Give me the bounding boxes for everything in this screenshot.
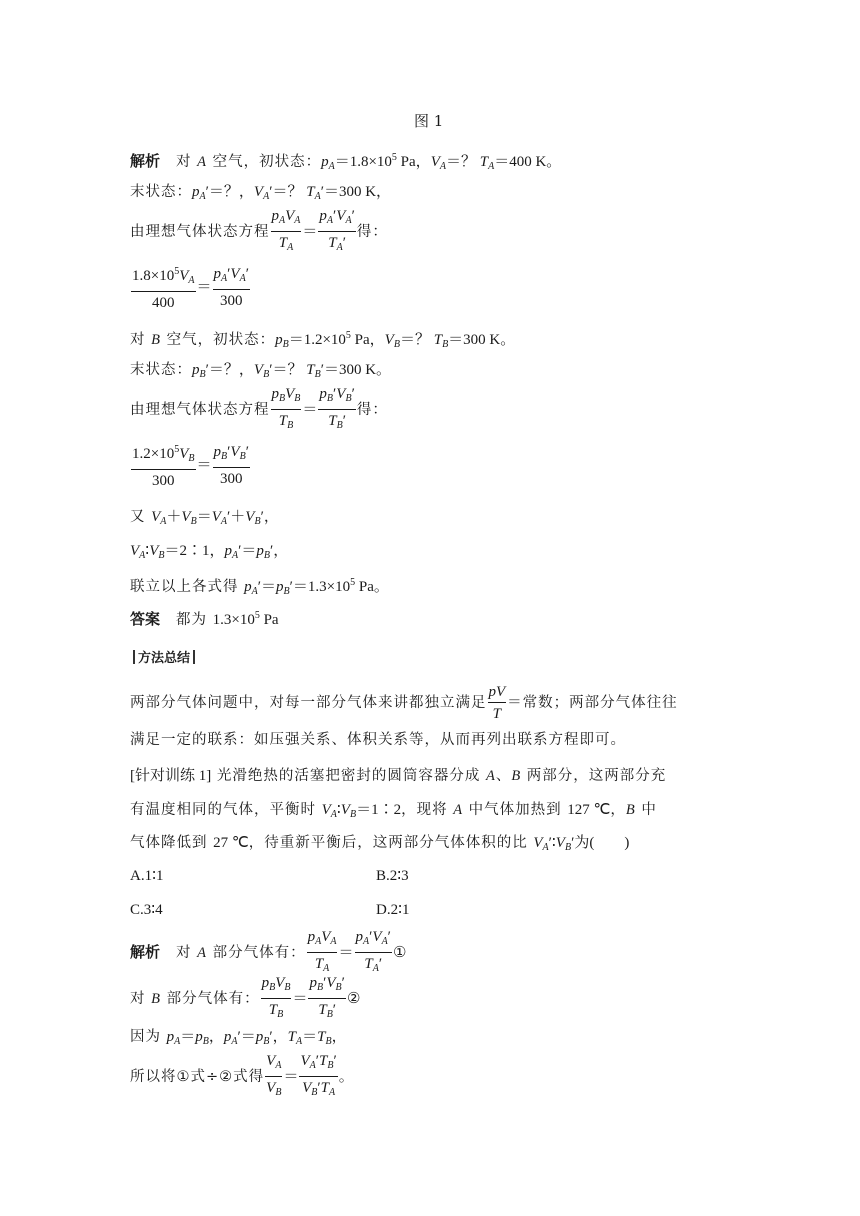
answer-line: 答案 都为 $1.3\times 10^5$ Pa [130, 610, 279, 628]
fraction: $\frac{p_BV_B}{T_B}$ [271, 386, 301, 431]
equation-marker-1: ① [392, 943, 407, 961]
figure-caption [414, 111, 443, 131]
equation-marker-2: ② [346, 989, 361, 1007]
final-state-a: 末状态：$p_A'=$？，$V_A'=$？ $T_A'=300$ K， [130, 184, 392, 202]
fraction: $\frac{pV}{T}$ [488, 684, 506, 722]
final-state-b: 末状态：$p_B'=$？，$V_B'=$？ $T_B'=300$ K。 [130, 362, 392, 380]
also-line: 又 $V_A+V_B=V_A'+V_B'$， [130, 509, 279, 527]
solution2-line-a: 解析 对 A 部分气体有： $\frac{p_AV_A}{T_A}$ ＝ $\frac{p_A'V_A'}{T_A'}$ ① [130, 928, 406, 978]
figure-caption-text: 图 1 [414, 112, 444, 130]
fraction: $\frac{p_BV_B}{T_B}$ [261, 975, 291, 1020]
solution2-label: 解析 [130, 943, 161, 961]
fraction: $\frac{V_A}{V_B}$ [266, 1053, 282, 1098]
solution-label: 解析 [130, 152, 161, 170]
method-summary-line-2: 满足一定的联系：如压强关系、体积关系等，从而再列出联系方程即可。 [130, 732, 626, 748]
so-line: 所以将①式÷②式得 $\frac{V_A}{V_B}$ ＝ $\frac{V_A'T_B'}{V_B'T_A}$ 。 [130, 1052, 354, 1102]
fraction: $\frac{p_A'V_A'}{T_A'}$ [319, 208, 355, 253]
heading-bar-left [133, 650, 135, 664]
fraction: $\frac{p_B'V_B'}{T_B'}$ [319, 386, 355, 431]
fraction: $\frac{p_A'V_A'}{300}$ [213, 266, 249, 309]
fraction: $\frac{p_B'V_B'}{300}$ [213, 444, 249, 487]
fraction: $\frac{1.8\times 10^5V_A}{400}$ [131, 263, 196, 312]
eq-line-b: 由理想气体状态方程 $\frac{p_BV_B}{T_B}$ ＝ $\frac{p_B'V_B'}{T_B'}$ 得： [130, 385, 388, 435]
because-line: 因为 $p_A=p_B$，$p_A'=p_B'$，$T_A=T_B$， [130, 1029, 347, 1047]
option-d: D.2∶1 [376, 902, 410, 918]
exercise-line-1: [针对训练 1] 光滑绝热的活塞把密封的圆筒容器分成 A、B 两部分，这两部分充 [130, 768, 667, 784]
fraction: $\frac{p_A'V_A'}{T_A'}$ [355, 929, 391, 974]
eq-line-a: 由理想气体状态方程 $\frac{p_AV_A}{T_A}$ ＝ $\frac{p_A'V_A'}{T_A'}$ 得： [130, 207, 388, 257]
option-a: A.1∶1 [130, 868, 164, 884]
solution-text: 对 A 空气，初状态： [164, 154, 322, 170]
exercise-label: [针对训练 1] [130, 768, 212, 784]
solution2-line-b: 对 B 部分气体有： $\frac{p_BV_B}{T_B}$ ＝ $\frac{p_B'V_B'}{T_B'}$ ② [130, 974, 360, 1024]
eq-a-numeric: $\frac{1.8\times 10^5V_A}{400}$ ＝ $\frac{p_A'V_A'}{300}$ [130, 263, 251, 312]
ratio-line: $V_A∶V_B=2∶1$，$p_A'=p_B'$， [130, 543, 289, 561]
method-summary-heading: 方法总结 [130, 650, 198, 668]
option-c: C.3∶4 [130, 902, 163, 918]
fraction: $\frac{p_B'V_B'}{T_B'}$ [309, 975, 345, 1020]
combine-line: 联立以上各式得 $p_A'=p_B'=1.3\times 10^5$ Pa。 [130, 577, 389, 597]
method-summary-line-1: 两部分气体问题中，对每一部分气体来讲都独立满足 $\frac{pV}{T}$ ＝常数；两部分气体往往 [130, 684, 678, 722]
option-b: B.2∶3 [376, 868, 409, 884]
fraction: $\frac{p_AV_A}{T_A}$ [307, 929, 337, 974]
eq-b-numeric: $\frac{1.2\times 10^5V_B}{300}$ ＝ $\frac{p_B'V_B'}{300}$ [130, 441, 251, 490]
init-state-b: 对 B 空气，初状态：$p_B=1.2\times 10^5$ Pa，$V_B=$？ $T_B=300$ K。 [130, 330, 516, 350]
solution-line-1 [130, 148, 561, 177]
exercise-line-2: 有温度相同的气体，平衡时 $V_A∶V_B=1∶2$，现将 A 中气体加热到 127 ℃，B 中 [130, 802, 657, 820]
init-state-a: $p_A=1.8\times 10^5$ Pa，$V_A=$？ $T_A=400$ K。 [321, 152, 562, 172]
fraction: $\frac{p_AV_A}{T_A}$ [271, 208, 301, 253]
fraction: $\frac{1.2\times 10^5V_B}{300}$ [131, 441, 196, 490]
answer-label: 答案 [130, 610, 161, 628]
heading-bar-right [193, 650, 195, 664]
fraction: $\frac{V_A'T_B'}{V_B'T_A}$ [300, 1053, 337, 1098]
exercise-line-3: 气体降低到 27 ℃，待重新平衡后，这两部分气体体积的比 $V_A'∶V_B'$为( ) [130, 835, 630, 853]
